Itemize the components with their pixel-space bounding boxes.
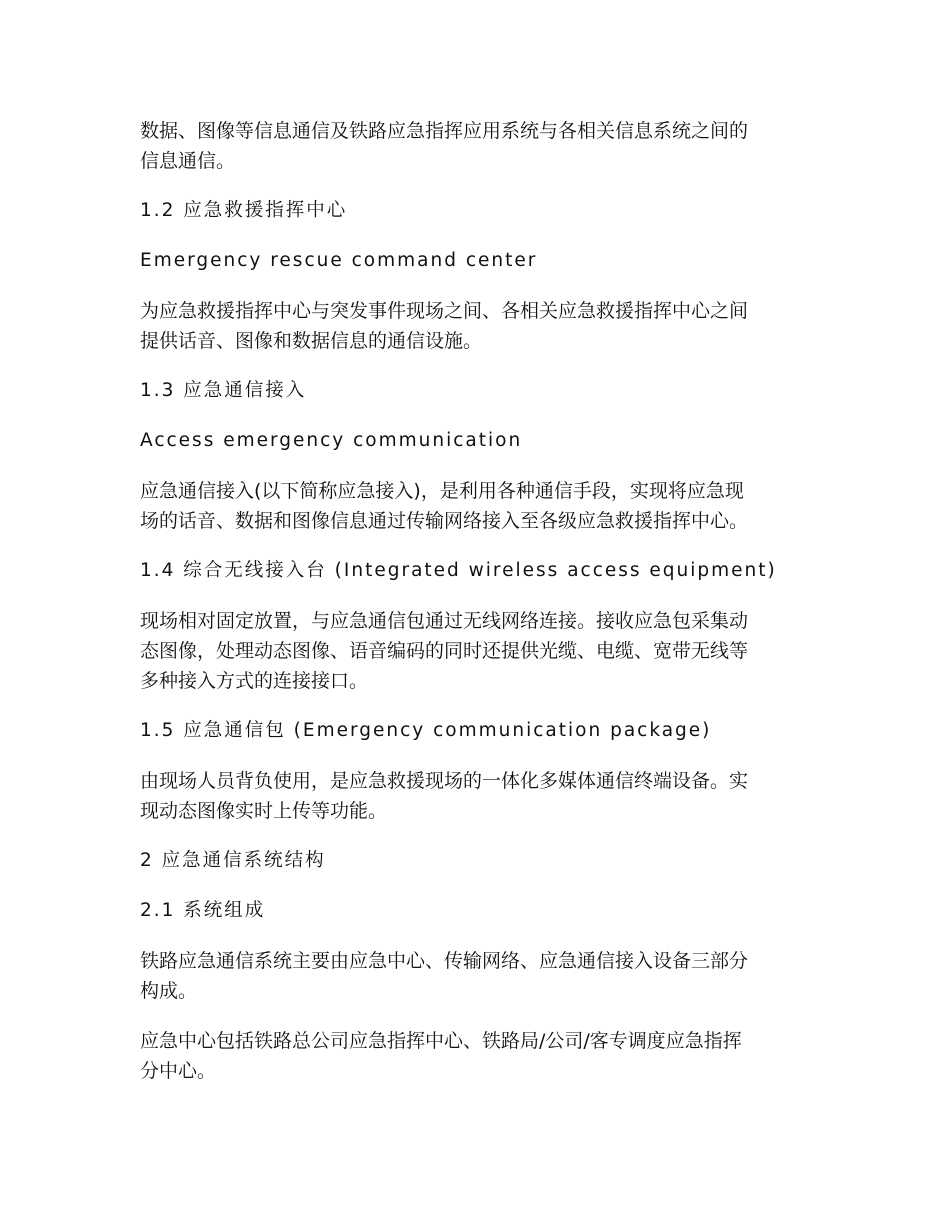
text-line: 多种接入方式的连接接口。 bbox=[140, 670, 369, 692]
text-line: 分中心。 bbox=[140, 1060, 217, 1082]
text-line: 数据、图像等信息通信及铁路应急指挥应用系统与各相关信息系统之间的 bbox=[140, 120, 749, 142]
text-line: 提供话音、图像和数据信息的通信设施。 bbox=[140, 330, 483, 352]
section-heading-1-5: 1.5 应急通信包 (Emergency communication package) bbox=[140, 720, 712, 741]
section-heading-1-3: 1.3 应急通信接入 bbox=[140, 380, 307, 401]
text-line: 为应急救援指挥中心与突发事件现场之间、各相关应急救援指挥中心之间 bbox=[140, 300, 749, 322]
section-heading-english: Access emergency communication bbox=[140, 430, 523, 451]
section-heading-english: Emergency rescue command center bbox=[140, 250, 538, 271]
text-line: 现场相对固定放置，与应急通信包通过无线网络连接。接收应急包采集动 bbox=[140, 610, 749, 632]
text-line: 应急通信接入(以下简称应急接入)，是利用各种通信手段，实现将应急现 bbox=[140, 480, 744, 502]
section-heading-1-2: 1.2 应急救援指挥中心 bbox=[140, 200, 348, 221]
text-line: 应急中心包括铁路总公司应急指挥中心、铁路局/公司/客专调度应急指挥 bbox=[140, 1030, 742, 1052]
section-heading-2: 2 应急通信系统结构 bbox=[140, 850, 326, 871]
text-line: 构成。 bbox=[140, 980, 198, 1002]
text-line: 态图像，处理动态图像、语音编码的同时还提供光缆、电缆、宽带无线等 bbox=[140, 640, 749, 662]
text-line: 铁路应急通信系统主要由应急中心、传输网络、应急通信接入设备三部分 bbox=[140, 950, 749, 972]
text-line: 现动态图像实时上传等功能。 bbox=[140, 800, 388, 822]
text-line: 信息通信。 bbox=[140, 150, 236, 172]
text-line: 场的话音、数据和图像信息通过传输网络接入至各级应急救援指挥中心。 bbox=[140, 510, 749, 532]
section-heading-2-1: 2.1 系统组成 bbox=[140, 900, 266, 921]
section-heading-1-4: 1.4 综合无线接入台 (Integrated wireless access equipment) bbox=[140, 560, 777, 581]
text-line: 由现场人员背负使用，是应急救援现场的一体化多媒体通信终端设备。实 bbox=[140, 770, 749, 792]
